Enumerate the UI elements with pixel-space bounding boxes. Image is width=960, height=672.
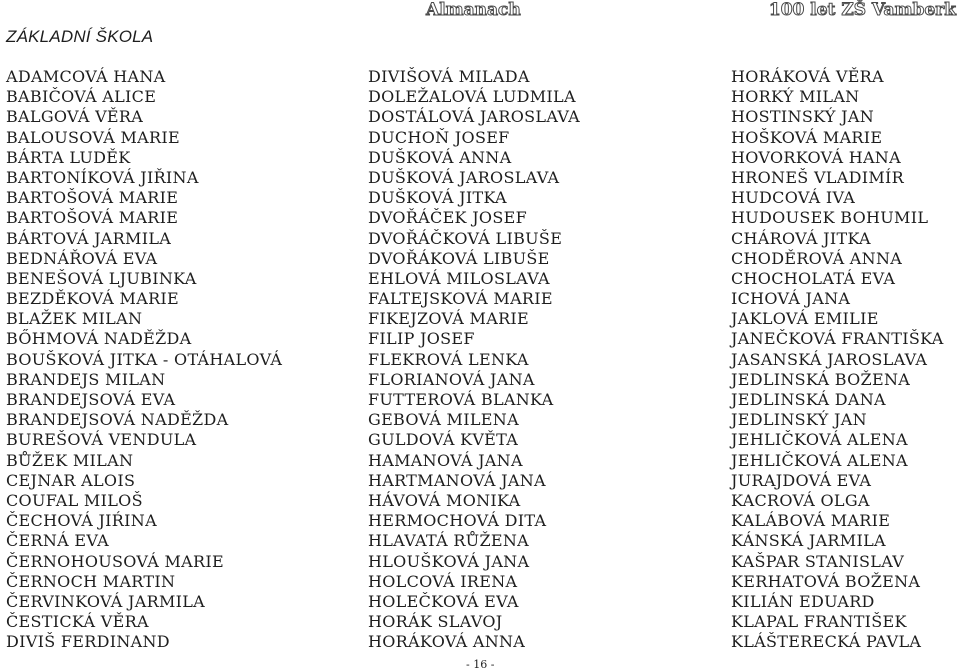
name-entry: KILIÁN EDUARD [731,591,875,611]
name-entry: BARTOŠOVÁ MARIE [6,188,179,208]
name-entry: BABIČOVÁ ALICE [6,87,157,107]
name-entry: BEZDĚKOVÁ MARIE [6,289,180,309]
name-entry: HLOUŠKOVÁ JANA [368,551,530,571]
name-entry: DIVIŠ FERDINAND [6,632,170,652]
name-entry: KÁNSKÁ JARMILA [731,531,886,551]
name-entry: HERMOCHOVÁ DITA [368,511,547,531]
name-entry: HÁVOVÁ MONIKA [368,490,521,510]
name-entry: JEHLIČKOVÁ ALENA [731,430,908,450]
name-entry: BRANDEJSOVÁ NADĚŽDA [6,410,229,430]
name-entry: ČESTICKÁ VĚRA [6,612,149,632]
name-entry: CEJNAR ALOIS [6,470,136,490]
name-entry: ČERNOCH MARTIN [6,571,176,591]
name-entry: CHOCHOLATÁ EVA [731,268,896,288]
name-entry: FIKEJZOVÁ MARIE [368,309,530,329]
name-entry: JANEČKOVÁ FRANTIŠKA [731,329,944,349]
name-entry: KLÁŠTERECKÁ PAVLA [731,632,922,652]
name-entry: JAKLOVÁ EMILIE [731,309,879,329]
name-entry: FALTEJSKOVÁ MARIE [368,289,553,309]
name-entry: KLAPAL FRANTIŠEK [731,612,907,632]
name-entry: BRANDEJS MILAN [6,369,166,389]
name-entry: JURAJDOVÁ EVA [731,470,872,490]
name-entry: DUŠKOVÁ ANNA [368,147,512,167]
name-entry: KACROVÁ OLGA [731,490,870,510]
name-entry: BÁRTA LUDĚK [6,147,131,167]
name-entry: HORÁKOVÁ VĚRA [731,67,884,86]
name-entry: BŮŽEK MILAN [6,450,134,470]
name-entry: DUŠKOVÁ JAROSLAVA [368,167,560,187]
name-entry: JEDLINSKÝ JAN [731,410,867,430]
names-column-1 [6,67,282,652]
name-entry: JEHLIČKOVÁ ALENA [731,450,908,470]
name-entry: FLORIANOVÁ JANA [368,369,535,389]
name-entry: ČERVINKOVÁ JARMILA [6,591,206,611]
school-title: ZÁKLADNÍ ŠKOLA [6,27,154,46]
name-entry: DOLEŽALOVÁ LUDMILA [368,87,576,107]
name-entry: CHÁROVÁ JITKA [731,228,871,248]
name-entry: DUCHOŇ JOSEF [368,127,510,147]
name-entry: BALGOVÁ VĚRA [6,107,144,127]
name-entry: BALOUSOVÁ MARIE [6,127,180,147]
name-entry: JEDLINSKÁ DANA [731,390,886,409]
name-entry: JASANSKÁ JAROSLAVA [731,349,928,369]
name-entry: HUDCOVÁ IVA [731,188,856,208]
almanach-title: Almanach [426,0,521,20]
name-entry: COUFAL MILOŠ [6,490,143,510]
name-entry: KERHATOVÁ BOŽENA [731,571,921,591]
name-entry: HOŠKOVÁ MARIE [731,127,883,147]
name-entry: KALÁBOVÁ MARIE [731,511,891,531]
name-entry: HORKÝ MILAN [731,87,860,107]
name-entry: FLEKROVÁ LENKA [368,349,529,369]
names-column-3 [731,67,944,652]
name-entry: BÁRTOVÁ JARMILA [6,228,172,248]
name-entry: ČECHOVÁ JIŔINA [6,511,157,531]
name-entry: BOUŠKOVÁ JITKA - OTÁHALOVÁ [6,349,283,369]
name-entry: HOVORKOVÁ HANA [731,147,901,167]
name-entry: HARTMANOVÁ JANA [368,470,546,490]
name-entry: BENEŠOVÁ LJUBINKA [6,268,197,288]
name-entry: HORÁK SLAVOJ [368,612,503,632]
name-entry: BŐHMOVÁ NADĚŽDA [6,329,192,349]
name-entry: GULDOVÁ KVĚTA [368,430,519,450]
name-entry: FUTTEROVÁ BLANKA [368,390,554,409]
name-entry: BRANDEJSOVÁ EVA [6,390,176,409]
name-entry: DVOŘÁČKOVÁ LIBUŠE [368,228,563,248]
page-number: - 16 - [466,658,495,671]
name-entry: GEBOVÁ MILENA [368,410,519,430]
name-entry: HUDOUSEK BOHUMIL [731,208,929,228]
name-entry: BEDNÁŘOVÁ EVA [6,248,158,268]
name-entry: JEDLINSKÁ BOŽENA [731,369,911,389]
name-entry: HOSTINSKÝ JAN [731,107,875,127]
name-entry: ADAMCOVÁ HANA [6,67,166,86]
name-entry: HOLEČKOVÁ EVA [368,591,519,611]
name-entry: BLAŽEK MILAN [6,309,143,329]
name-entry: DUŠKOVÁ JITKA [368,188,507,208]
name-entry: DOSTÁLOVÁ JAROSLAVA [368,107,581,127]
anniversary-title: 100 let ZŠ Vamberk [768,0,956,20]
name-entry: DVOŘÁČEK JOSEF [368,208,527,228]
name-entry: HLAVATÁ RŮŽENA [368,531,530,551]
name-entry: BARTOŠOVÁ MARIE [6,208,179,228]
name-entry: DVOŘÁKOVÁ LIBUŠE [368,248,550,268]
name-entry: HOLCOVÁ IRENA [368,571,518,591]
name-entry: EHLOVÁ MILOSLAVA [368,268,550,288]
name-entry: ICHOVÁ JANA [731,289,851,309]
name-entry: HORÁKOVÁ ANNA [368,632,526,652]
name-entry: HAMANOVÁ JANA [368,450,523,470]
name-entry: BUREŠOVÁ VENDULA [6,430,197,450]
name-entry: ČERNOHOUSOVÁ MARIE [6,551,224,571]
name-entry: ČERNÁ EVA [6,531,110,551]
name-entry: KAŠPAR STANISLAV [731,551,905,571]
name-entry: BARTONÍKOVÁ JIŘINA [6,167,199,187]
name-entry: DIVIŠOVÁ MILADA [368,67,530,86]
name-entry: HRONEŠ VLADIMÍR [731,167,904,187]
names-column-2 [368,67,580,652]
name-entry: FILIP JOSEF [368,329,475,349]
name-entry: CHODĚROVÁ ANNA [731,248,903,268]
